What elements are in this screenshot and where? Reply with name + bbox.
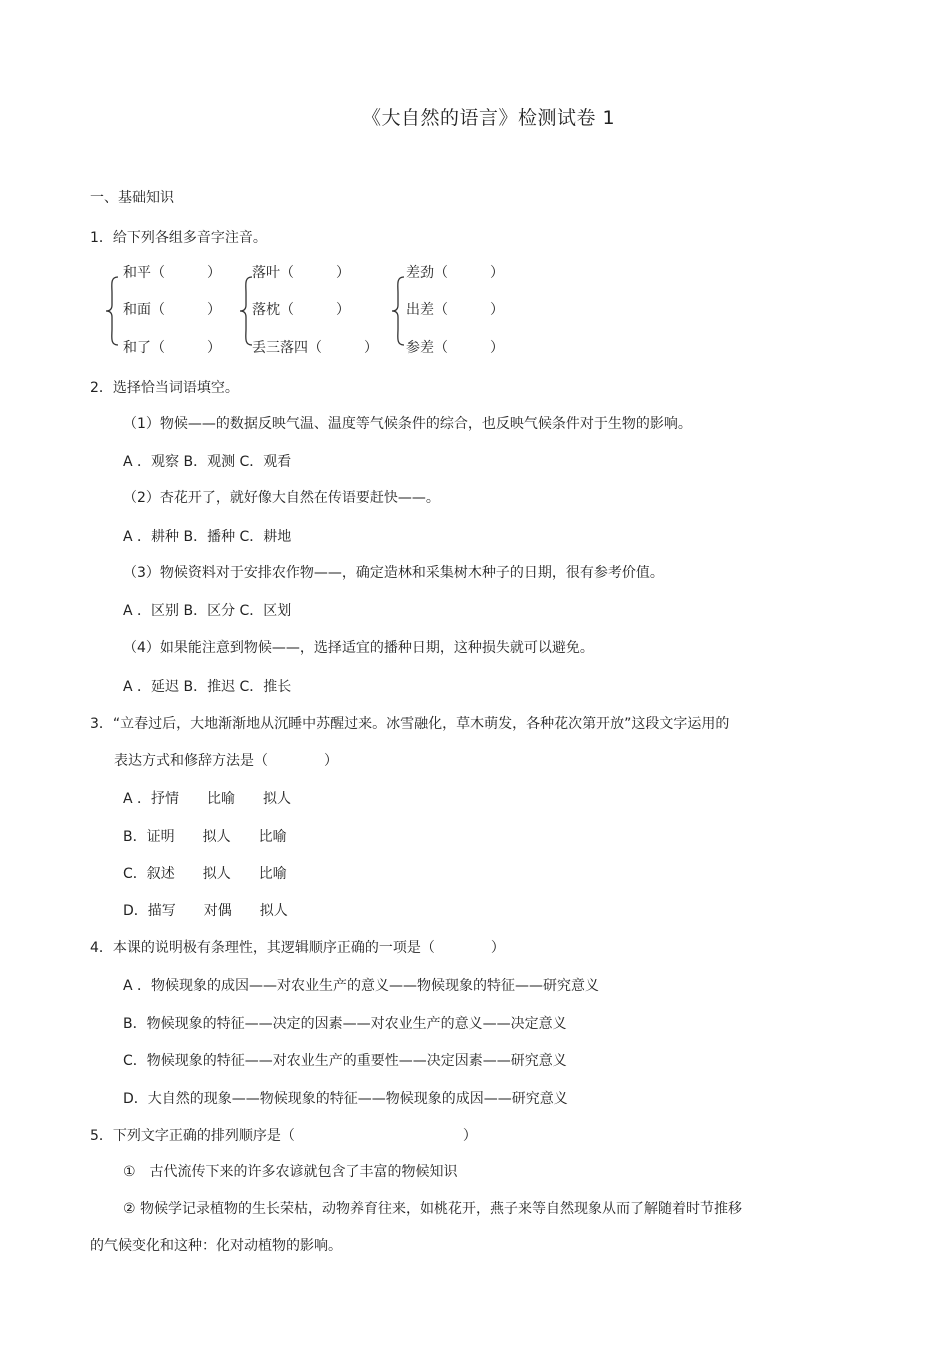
q3-stem: 3．“立春过后，大地渐渐地从沉睡中苏醒过来。冰雪融化，草木萌发，各种花次第开放”这段文字运用的 xyxy=(90,716,730,732)
q4-stem: 4．本课的说明极有条理性，其逻辑顺序正确的一项是（ ） xyxy=(90,940,505,956)
q2-item-text: （4）如果能注意到物候——，选择适宜的播种日期，这种损失就可以避免。 xyxy=(123,640,594,656)
q5-sentence-continued: 的气候变化和这种：化对动植物的影响。 xyxy=(90,1238,342,1254)
brace-group-3 xyxy=(390,275,406,347)
q3-option: C．叙述 拟人 比喻 xyxy=(123,866,287,882)
q3-stem-continued: 表达方式和修辞方法是（ ） xyxy=(114,753,338,769)
q1-word: 落枕（ ） xyxy=(252,302,350,318)
q2-item-text: （1）物候——的数据反映气温、温度等气候条件的综合，也反映气候条件对于生物的影响。 xyxy=(123,416,692,432)
q1-word: 和平（ ） xyxy=(123,265,221,281)
q2-item-options: A ．区别 B．区分 C．区划 xyxy=(123,603,292,619)
q3-option: D．描写 对偶 拟人 xyxy=(123,903,288,919)
q2-item-text: （3）物候资料对于安排农作物——，确定造林和采集树木种子的日期，很有参考价值。 xyxy=(123,565,664,581)
q1-word: 落叶（ ） xyxy=(252,265,350,281)
q2-item-options: A ．耕种 B．播种 C．耕地 xyxy=(123,529,292,545)
q5-sentence: ② 物候学记录植物的生长荣枯，动物养育往来，如桃花开，燕子来等自然现象从而了解随着时节推移 xyxy=(123,1201,742,1217)
q1-word: 和了（ ） xyxy=(123,340,221,356)
q1-word: 参差（ ） xyxy=(406,340,504,356)
q1-word: 出差（ ） xyxy=(406,302,504,318)
q4-option: C．物候现象的特征——对农业生产的重要性——决定因素——研究意义 xyxy=(123,1053,567,1069)
q4-option: D．大自然的现象——物候现象的特征——物候现象的成因——研究意义 xyxy=(123,1091,568,1107)
q2-item-options: A ．延迟 B．推迟 C．推长 xyxy=(123,679,292,695)
q2-stem: 2．选择恰当词语填空。 xyxy=(90,380,239,396)
q1-stem: 1．给下列各组多音字注音。 xyxy=(90,230,267,246)
q1-word: 丢三落四（ ） xyxy=(252,340,378,356)
q1-word: 和面（ ） xyxy=(123,302,221,318)
brace-group-1 xyxy=(104,275,120,347)
q5-sentence: ① 古代流传下来的许多农谚就包含了丰富的物候知识 xyxy=(123,1164,458,1180)
page-title: 《大自然的语言》检测试卷 1 xyxy=(362,107,616,129)
q4-option: A ．物候现象的成因——对农业生产的意义——物候现象的特征——研究意义 xyxy=(123,978,600,994)
q4-option: B．物候现象的特征——决定的因素——对农业生产的意义——决定意义 xyxy=(123,1016,567,1032)
q2-item-text: （2）杏花开了，就好像大自然在传语要赶快——。 xyxy=(123,490,440,506)
q5-stem: 5．下列文字正确的排列顺序是（ ） xyxy=(90,1128,477,1144)
q1-word: 差劲（ ） xyxy=(406,265,504,281)
q3-option: B．证明 拟人 比喻 xyxy=(123,829,287,845)
section-heading: 一、基础知识 xyxy=(90,190,174,206)
q2-item-options: A ．观察 B．观测 C．观看 xyxy=(123,454,292,470)
q3-option: A ．抒情 比喻 拟人 xyxy=(123,791,292,807)
